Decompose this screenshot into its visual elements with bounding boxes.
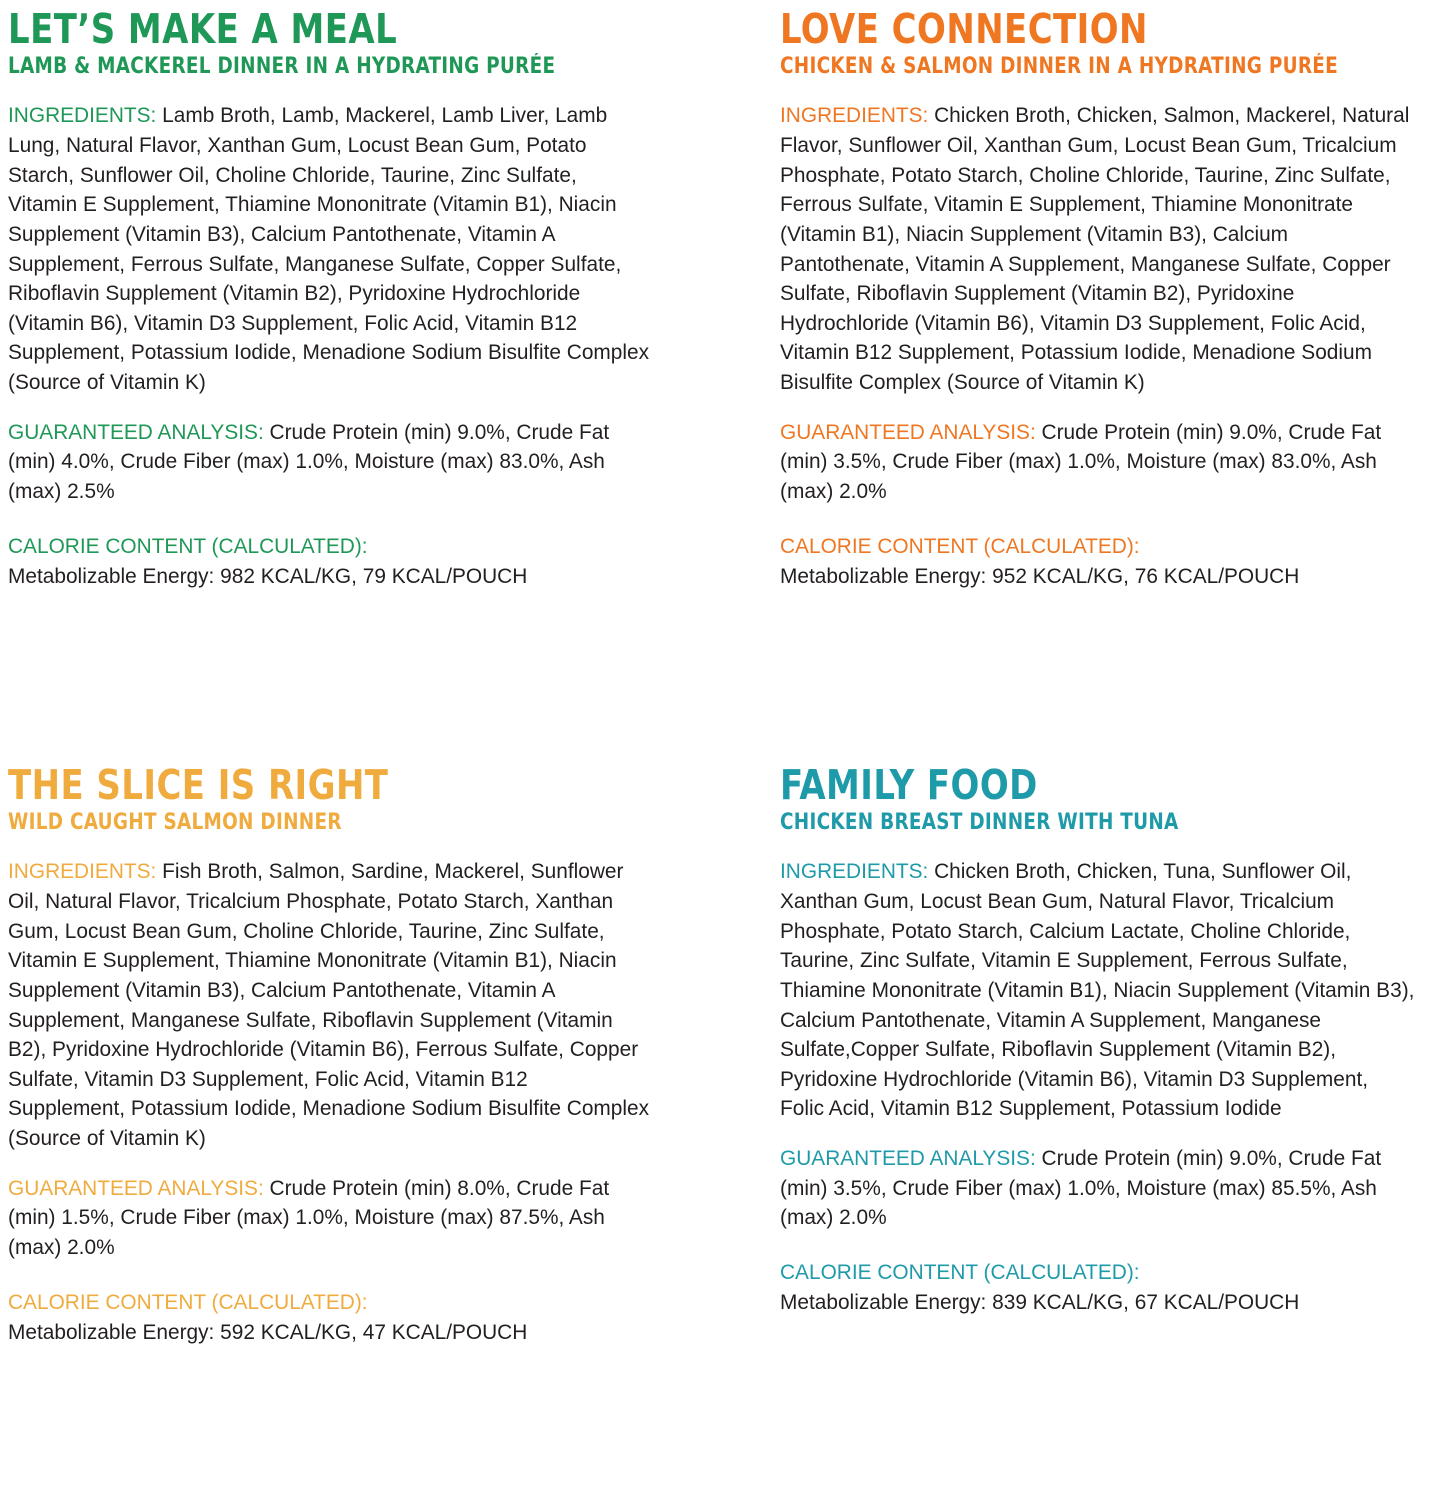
- calorie-content-text: Metabolizable Energy: 592 KCAL/KG, 47 KCAL/POUCH: [8, 1319, 528, 1344]
- product-subtitle: LAMB & MACKEREL DINNER IN A HYDRATING PURÉE: [8, 54, 556, 80]
- guaranteed-analysis-text: Crude Protein (min) 9.0%, Crude Fat (min) 4.0%, Crude Fiber (max) 1.0%, Moisture (max) 83.0%, Ash (max) 2.5%: [8, 419, 610, 504]
- calorie-content-label: CALORIE CONTENT (CALCULATED):: [8, 1289, 368, 1314]
- ingredients-text: Chicken Broth, Chicken, Salmon, Mackerel, Natural Flavor, Sunflower Oil, Xanthan Gum, Locust Bean Gum, Tricalcium Phosphate, Potato Starch, Choline Chloride, Taurine, Zinc Sulfate, Ferrous Sulfate, Vitamin E Supplement, Thiamine Mononitrate (Vitamin B1), Niacin Supplement (Vitamin B3), Calcium Pantothenate, Vitamin A Supplement, Manganese Sulfate, Copper Sulfate, Riboflavin Supplement (Vitamin B2), Pyridoxine Hydrochloride (Vitamin B6), Vitamin D3 Supplement, Folic Acid, Vitamin B12 Supplement, Potassium Iodide, Menadione Sodium Bisulfite Complex (Source of Vitamin K): [780, 103, 1410, 395]
- guaranteed-analysis-text: Crude Protein (min) 8.0%, Crude Fat (min) 1.5%, Crude Fiber (max) 1.0%, Moisture (max) 87.5%, Ash (max) 2.0%: [8, 1175, 610, 1260]
- guaranteed-analysis-block: [780, 418, 1417, 507]
- product-panel-lets-make-a-meal: [8, 5, 780, 764]
- ingredients-label: INGREDIENTS:: [8, 103, 157, 128]
- guaranteed-analysis-label: GUARANTEED ANALYSIS:: [780, 419, 1036, 444]
- product-title: LOVE CONNECTION: [780, 5, 1148, 53]
- calorie-content-text: Metabolizable Energy: 952 KCAL/KG, 76 KCAL/POUCH: [780, 563, 1300, 588]
- ingredients-label: INGREDIENTS:: [780, 859, 929, 884]
- guaranteed-analysis-text: Crude Protein (min) 9.0%, Crude Fat (min) 3.5%, Crude Fiber (max) 1.0%, Moisture (max) 85.5%, Ash (max) 2.0%: [780, 1146, 1382, 1230]
- ingredients-block: [8, 857, 650, 1154]
- product-subtitle: CHICKEN & SALMON DINNER IN A HYDRATING PURÉE: [780, 54, 1338, 80]
- guaranteed-analysis-label: GUARANTEED ANALYSIS:: [8, 1175, 264, 1200]
- calorie-content-label: CALORIE CONTENT (CALCULATED):: [780, 1260, 1140, 1285]
- product-subtitle: CHICKEN BREAST DINNER WITH TUNA: [780, 810, 1179, 836]
- ingredients-text: Fish Broth, Salmon, Sardine, Mackerel, Sunflower Oil, Natural Flavor, Tricalcium Phosphate, Potato Starch, Xanthan Gum, Locust Bean Gum, Choline Chloride, Taurine, Zinc Sulfate, Vitamin E Supplement, Thiamine Mononitrate (Vitamin B1), Niacin Supplement (Vitamin B3), Calcium Pantothenate, Vitamin A Supplement, Manganese Sulfate, Riboflavin Supplement (Vitamin B2), Pyridoxine Hydrochloride (Vitamin B6), Ferrous Sulfate, Copper Sulfate, Vitamin D3 Supplement, Folic Acid, Vitamin B12 Supplement, Potassium Iodide, Menadione Sodium Bisulfite Complex (Source of Vitamin K): [8, 859, 650, 1151]
- product-title: THE SLICE IS RIGHT: [8, 761, 389, 809]
- product-panel-the-slice-is-right: [8, 761, 780, 1497]
- guaranteed-analysis-block: [780, 1144, 1417, 1233]
- ingredients-text: Chicken Broth, Chicken, Tuna, Sunflower Oil, Xanthan Gum, Locust Bean Gum, Natural Flavor, Tricalcium Phosphate, Potato Starch, Calcium Lactate, Choline Chloride, Taurine, Zinc Sulfate, Vitamin E Supplement, Ferrous Sulfate, Thiamine Mononitrate (Vitamin B1), Niacin Supplement (Vitamin B3), Calcium Pantothenate, Vitamin A Supplement, Manganese Sulfate,Copper Sulfate, Riboflavin Supplement (Vitamin B2), Pyridoxine Hydrochloride (Vitamin B6), Vitamin D3 Supplement, Folic Acid, Vitamin B12 Supplement, Potassium Iodide: [780, 859, 1415, 1121]
- ingredients-label: INGREDIENTS:: [780, 103, 929, 128]
- calorie-content-label: CALORIE CONTENT (CALCULATED):: [8, 533, 368, 558]
- ingredients-block: [780, 101, 1417, 398]
- calorie-content-label: CALORIE CONTENT (CALCULATED):: [780, 533, 1140, 558]
- calorie-content-text: Metabolizable Energy: 982 KCAL/KG, 79 KCAL/POUCH: [8, 563, 528, 588]
- ingredients-label: INGREDIENTS:: [8, 859, 157, 884]
- ingredients-text: Lamb Broth, Lamb, Mackerel, Lamb Liver, Lamb Lung, Natural Flavor, Xanthan Gum, Locust Bean Gum, Potato Starch, Sunflower Oil, Choline Chloride, Taurine, Zinc Sulfate, Vitamin E Supplement, Thiamine Mononitrate (Vitamin B1), Niacin Supplement (Vitamin B3), Calcium Pantothenate, Vitamin A Supplement, Ferrous Sulfate, Manganese Sulfate, Copper Sulfate, Riboflavin Supplement (Vitamin B2), Pyridoxine Hydrochloride (Vitamin B6), Vitamin D3 Supplement, Folic Acid, Vitamin B12 Supplement, Potassium Iodide, Menadione Sodium Bisulfite Complex (Source of Vitamin K): [8, 103, 650, 395]
- guaranteed-analysis-label: GUARANTEED ANALYSIS:: [8, 419, 264, 444]
- product-title: FAMILY FOOD: [780, 761, 1038, 809]
- product-panel-love-connection: [780, 5, 1445, 764]
- guaranteed-analysis-text: Crude Protein (min) 9.0%, Crude Fat (min) 3.5%, Crude Fiber (max) 1.0%, Moisture (max) 83.0%, Ash (max) 2.0%: [780, 419, 1382, 504]
- ingredients-block: [8, 101, 650, 398]
- product-title: LET’S MAKE A MEAL: [8, 5, 398, 53]
- product-panel-family-food: [780, 761, 1445, 1497]
- calorie-content-text: Metabolizable Energy: 839 KCAL/KG, 67 KCAL/POUCH: [780, 1290, 1300, 1315]
- product-subtitle: WILD CAUGHT SALMON DINNER: [8, 810, 342, 836]
- guaranteed-analysis-block: [8, 1174, 650, 1263]
- guaranteed-analysis-label: GUARANTEED ANALYSIS:: [780, 1146, 1036, 1171]
- guaranteed-analysis-block: [8, 418, 650, 507]
- ingredients-block: [780, 857, 1417, 1124]
